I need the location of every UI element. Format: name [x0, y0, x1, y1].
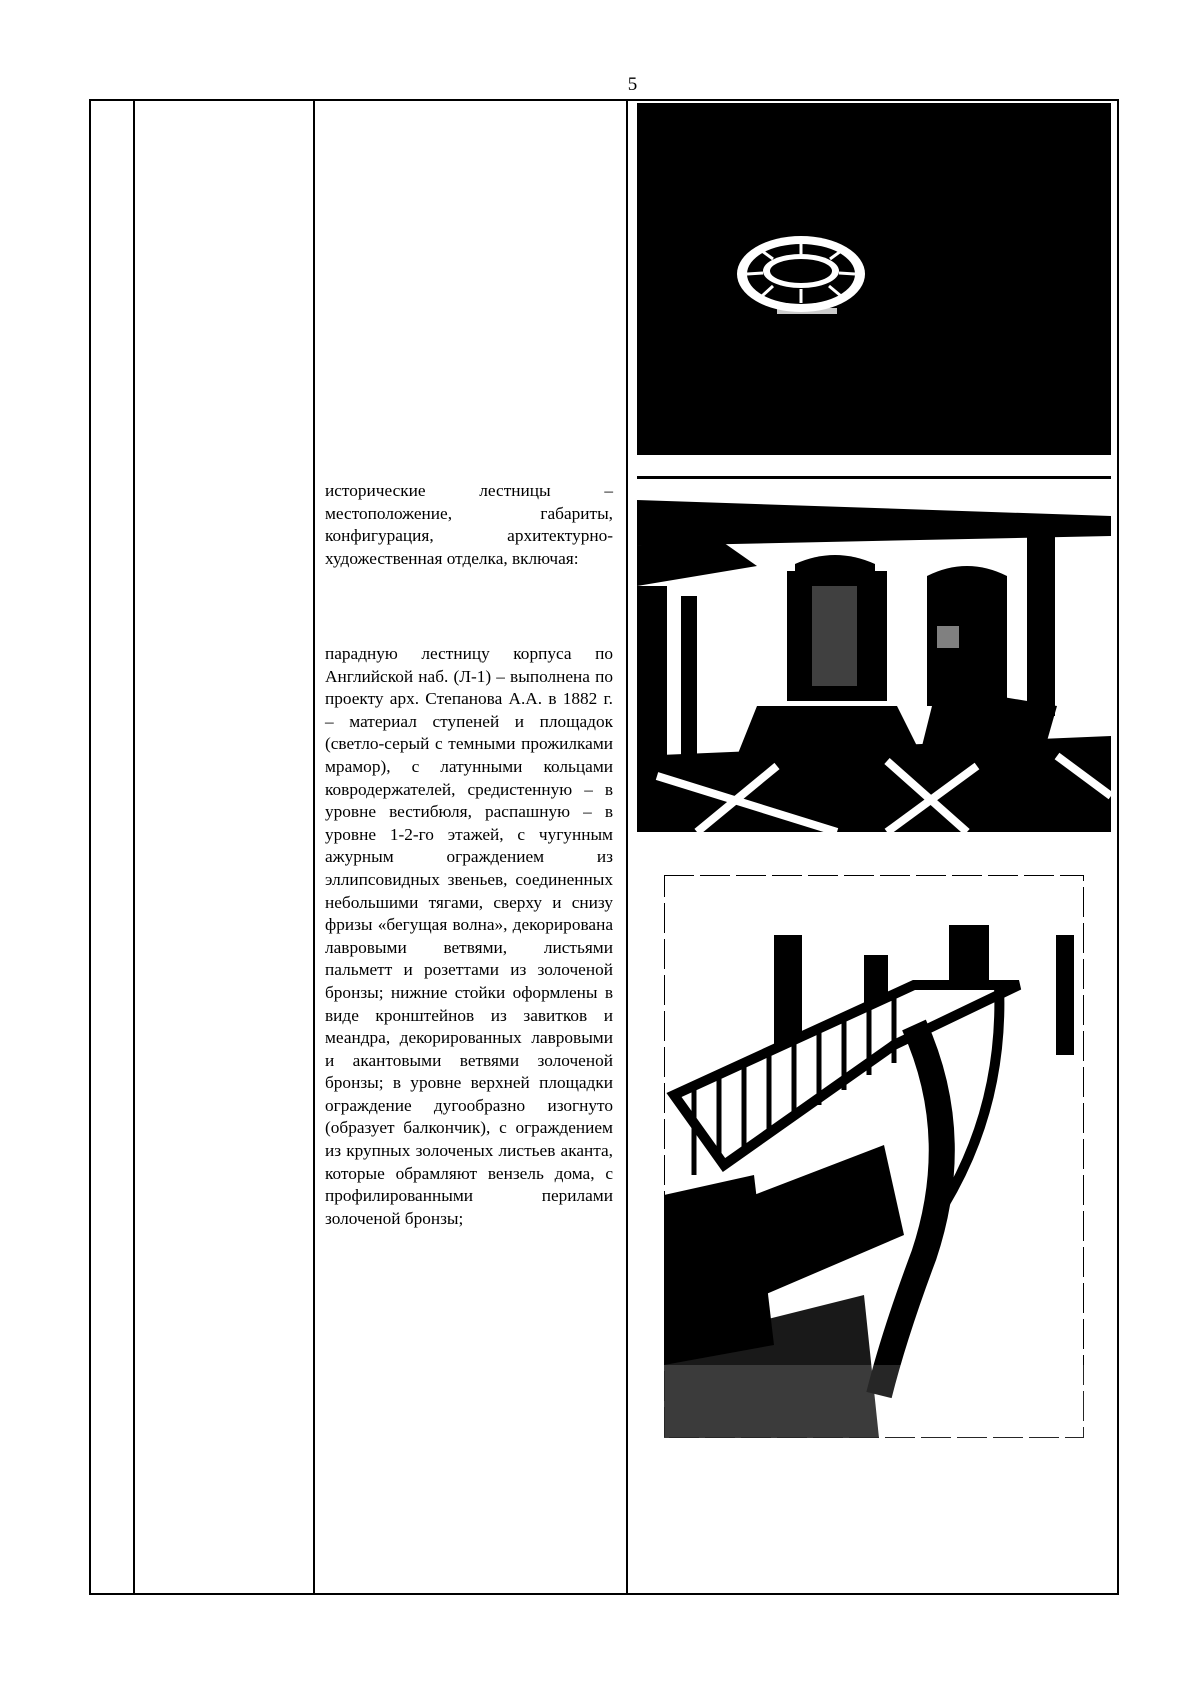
- column-divider-3: [626, 99, 628, 1595]
- staircases-intro-paragraph: исторические лестницы – местоположение, габариты, конфигурация, архитектурно-художественная отделка, включая:: [325, 481, 613, 568]
- ceiling-oval-skylight-photo: [637, 103, 1111, 455]
- staircase-railing-photo: [664, 875, 1084, 1438]
- main-staircase-description: парадную лестницу корпуса по Английской наб. (Л-1) – выполнена по проекту арх. Степанова А.А. в 1882 г. – материал ступеней и площадок (светло-серый с темными прожилками мрамор), с латунными кольцами ковродержателей, средистенную – в уровне вестибюля, распашную – в уровне 1-2-го этажей, с чугунным ажурным ограждением из эллипсовидных звеньев, соединенных небольшими тягами, сверху и снизу фризы «бегущая волна», декорирована лавровыми ветвями, листьями пальметт и розеттами из золоченой бронзы; нижние стойки оформлены в виде кронштейнов из завитков и меандра, декорированных лавровыми и акантовыми ветвями золоченой бронзы; в уровне верхней площадки ограждение дугообразно изогнуто (образует балкончик), с ограждением из крупных золоченых листьев аканта, которые обрамляют вензель дома, с профилированными перилами золоченой бронзы;: [325, 644, 613, 1228]
- page-number: 5: [627, 74, 638, 95]
- column-divider-2: [313, 99, 315, 1595]
- vestibule-staircase-photo: [637, 476, 1111, 832]
- column-divider-1: [133, 99, 135, 1595]
